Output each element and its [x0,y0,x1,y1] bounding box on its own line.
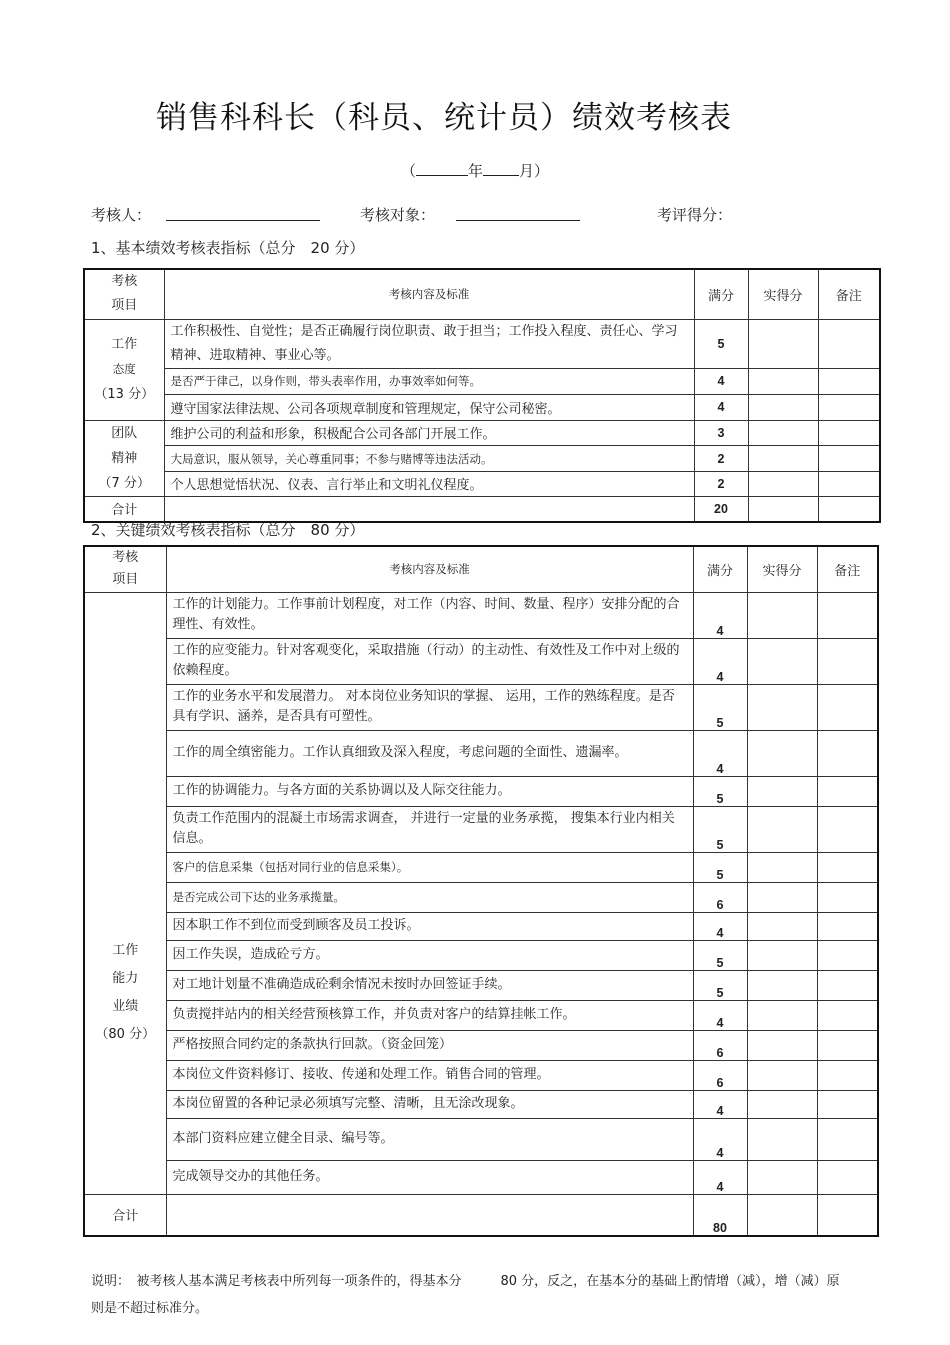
table-row [84,394,880,420]
full-score: 3 [694,420,748,446]
full-score: 5 [693,776,747,806]
full-score: 5 [693,852,747,882]
total-actual-cell[interactable] [748,496,818,522]
criterion-text: 工作的周全缜密能力。工作认真细致及深入程度，考虑问题的全面性、遗漏率。 [166,730,693,776]
note-cell[interactable] [817,592,878,638]
note-cell[interactable] [817,684,878,730]
criterion-text: 工作的计划能力。工作事前计划程度，对工作（内容、时间、数量、程序）安排分配的合理性、有效性。 [166,592,693,638]
table-header-row [84,546,878,592]
table-row [84,852,878,882]
criterion-text: 完成领导交办的其他任务。 [166,1160,693,1194]
table-row [84,1118,878,1160]
criterion-text: 因本职工作不到位而受到顾客及员工投诉。 [166,912,693,940]
note-cell[interactable] [817,1160,878,1194]
criterion-text: 本部门资料应建立健全目录、编号等。 [166,1118,693,1160]
subject-field[interactable] [456,206,580,221]
table-row [84,592,878,638]
table-row [84,730,878,776]
criterion-text: 个人思想觉悟状况、仪表、言行举止和文明礼仪程度。 [164,471,694,496]
total-row [84,1194,878,1236]
actual-score-cell[interactable] [747,1160,817,1194]
actual-score-cell[interactable] [747,912,817,940]
criterion-text: 工作的应变能力。针对客观变化，采取措施（行动）的主动性、有效性及工作中对上级的依赖程度。 [166,638,693,684]
table-row [84,940,878,970]
score-label: 考评得分： [657,206,733,224]
note-cell[interactable] [818,471,880,496]
actual-score-cell[interactable] [747,1118,817,1160]
table-row [84,684,878,730]
table-row [84,1060,878,1090]
table-row [84,970,878,1000]
note-cell[interactable] [817,1090,878,1118]
full-score: 5 [693,684,747,730]
full-score: 4 [693,730,747,776]
note-cell[interactable] [817,638,878,684]
actual-score-cell[interactable] [747,882,817,912]
actual-score-cell[interactable] [747,1090,817,1118]
full-score: 5 [694,319,748,368]
table-row [84,471,880,496]
actual-score-cell[interactable] [748,368,818,394]
col-item-header: 考核 项目 [84,546,166,592]
note-cell[interactable] [817,912,878,940]
table-row [84,446,880,472]
full-score: 5 [693,806,747,852]
actual-score-cell[interactable] [747,940,817,970]
note-cell[interactable] [817,776,878,806]
full-score: 5 [693,940,747,970]
col-actual-header: 实得分 [747,546,817,592]
actual-score-cell[interactable] [747,970,817,1000]
assessor-label: 考核人： [91,206,152,224]
note-cell[interactable] [817,940,878,970]
actual-score-cell[interactable] [747,638,817,684]
actual-score-cell[interactable] [748,471,818,496]
total-actual-cell[interactable] [747,1194,817,1236]
total-score: 20 [694,496,748,522]
full-score: 4 [694,368,748,394]
full-score: 4 [693,592,747,638]
note-cell[interactable] [817,1030,878,1060]
footnote: 说明： 被考核人基本满足考核表中所列每一项条件的，得基本分 80 分，反之，在基本分的基础上酌情增（减），增（减）原则是不超过标准分。 [91,1274,840,1316]
table-row [84,1000,878,1030]
note-cell[interactable] [818,420,880,446]
criterion-text: 是否严于律己，以身作则，带头表率作用，办事效率如何等。 [164,368,694,394]
full-score: 4 [693,638,747,684]
full-score: 2 [694,446,748,472]
note-cell[interactable] [817,1118,878,1160]
section1-heading: 1、基本绩效考核表指标（总分 20 分） [91,239,365,257]
note-cell[interactable] [817,1000,878,1030]
total-note-cell[interactable] [817,1194,878,1236]
table-row [84,1160,878,1194]
key-kpi-rows [84,592,878,1194]
full-score: 4 [693,912,747,940]
note-cell[interactable] [817,730,878,776]
year-blank[interactable] [416,161,468,176]
actual-score-cell[interactable] [748,446,818,472]
criterion-text: 遵守国家法律法规、公司各项规章制度和管理规定，保守公司秘密。 [164,394,694,420]
note-cell[interactable] [818,446,880,472]
full-score: 6 [693,1060,747,1090]
criterion-text: 严格按照合同约定的条款执行回款。（资金回笼） [166,1030,693,1060]
full-score: 4 [694,394,748,420]
col-content-header: 考核内容及标准 [164,269,694,319]
table-row [84,638,878,684]
page-title: 销售科科长（科员、统计员）绩效考核表 [156,100,732,136]
full-score: 5 [693,970,747,1000]
criterion-text: 工作的协调能力。与各方面的关系协调以及人际交往能力。 [166,776,693,806]
table-header-row [84,269,880,319]
table-row [84,1030,878,1060]
full-score: 4 [693,1090,747,1118]
full-score: 4 [693,1160,747,1194]
criterion-text: 对工地计划量不准确造成砼剩余情况未按时办回签证手续。 [166,970,693,1000]
actual-score-cell[interactable] [748,319,818,368]
col-note-header: 备注 [818,269,880,319]
total-content-cell [166,1194,693,1236]
table-row [84,368,880,394]
month-blank[interactable] [483,161,519,176]
criterion-text: 本岗位文件资料修订、接收、传递和处理工作。销售合同的管理。 [166,1060,693,1090]
col-note-header: 备注 [817,546,878,592]
section2-heading: 2、关键绩效考核表指标（总分 80 分） [91,521,365,539]
note-cell[interactable] [817,852,878,882]
full-score: 4 [693,1000,747,1030]
full-score: 2 [694,471,748,496]
criterion-text: 因工作失误，造成砼亏方。 [166,940,693,970]
period-line: （ 年 月） [400,162,550,180]
table-row [84,319,880,368]
col-content-header: 考核内容及标准 [166,546,693,592]
criterion-text: 工作的业务水平和发展潜力。 对本岗位业务知识的掌握、 运用，工作的熟练程度。是否具有学识、涵养，是否具有可塑性。 [166,684,693,730]
actual-score-cell[interactable] [747,1030,817,1060]
criterion-text: 大局意识，服从领导，关心尊重同事；不参与赌博等违法活动。 [164,446,694,472]
criterion-text: 工作积极性、自觉性；是否正确履行岗位职责、敢于担当；工作投入程度、责任心、学习精神、进取精神、事业心等。 [164,319,694,368]
group-team-spirit: 团队 精神 （7 分） [84,420,164,496]
subject-label: 考核对象： [360,206,436,224]
note-cell[interactable] [818,368,880,394]
table-row [84,420,880,446]
col-full-header: 满分 [693,546,747,592]
criterion-text: 是否完成公司下达的业务承揽量。 [166,882,693,912]
note-cell[interactable] [818,319,880,368]
note-cell[interactable] [818,394,880,420]
actual-score-cell[interactable] [747,852,817,882]
full-score: 6 [693,1030,747,1060]
note-cell[interactable] [817,1060,878,1090]
full-score: 4 [693,1118,747,1160]
actual-score-cell[interactable] [747,776,817,806]
table-row [84,776,878,806]
table-row [84,882,878,912]
assessor-field[interactable] [166,206,320,221]
col-full-header: 满分 [694,269,748,319]
actual-score-cell[interactable] [747,730,817,776]
group-work-attitude: 工作 态度 （13 分） [84,319,164,420]
actual-score-cell[interactable] [747,592,817,638]
note-cell[interactable] [817,970,878,1000]
total-label: 合计 [84,1194,166,1236]
note-cell[interactable] [817,882,878,912]
group-ability-performance: 工作 能力 业绩 （80 分） [84,592,166,1194]
actual-score-cell[interactable] [748,394,818,420]
note-cell[interactable] [817,806,878,852]
key-kpi-table [83,545,879,1237]
actual-score-cell[interactable] [748,420,818,446]
actual-score-cell[interactable] [747,1060,817,1090]
actual-score-cell[interactable] [747,1000,817,1030]
total-label: 合计 [84,496,164,522]
actual-score-cell[interactable] [747,806,817,852]
criterion-text: 本岗位留置的各种记录必须填写完整、清晰，且无涂改现象。 [166,1090,693,1118]
total-score: 80 [693,1194,747,1236]
full-score: 6 [693,882,747,912]
table-row [84,1090,878,1118]
total-note-cell[interactable] [818,496,880,522]
actual-score-cell[interactable] [747,684,817,730]
table-row [84,912,878,940]
basic-kpi-table [83,268,881,523]
table-row [84,806,878,852]
criterion-text: 负责搅拌站内的相关经营预核算工作，并负责对客户的结算挂帐工作。 [166,1000,693,1030]
criterion-text: 负责工作范围内的混凝土市场需求调查， 并进行一定量的业务承揽， 搜集本行业内相关信息。 [166,806,693,852]
criterion-text: 客户的信息采集（包括对同行业的信息采集）。 [166,852,693,882]
criterion-text: 维护公司的利益和形象，积极配合公司各部门开展工作。 [164,420,694,446]
col-actual-header: 实得分 [748,269,818,319]
col-item-header: 考核 项目 [84,269,164,319]
